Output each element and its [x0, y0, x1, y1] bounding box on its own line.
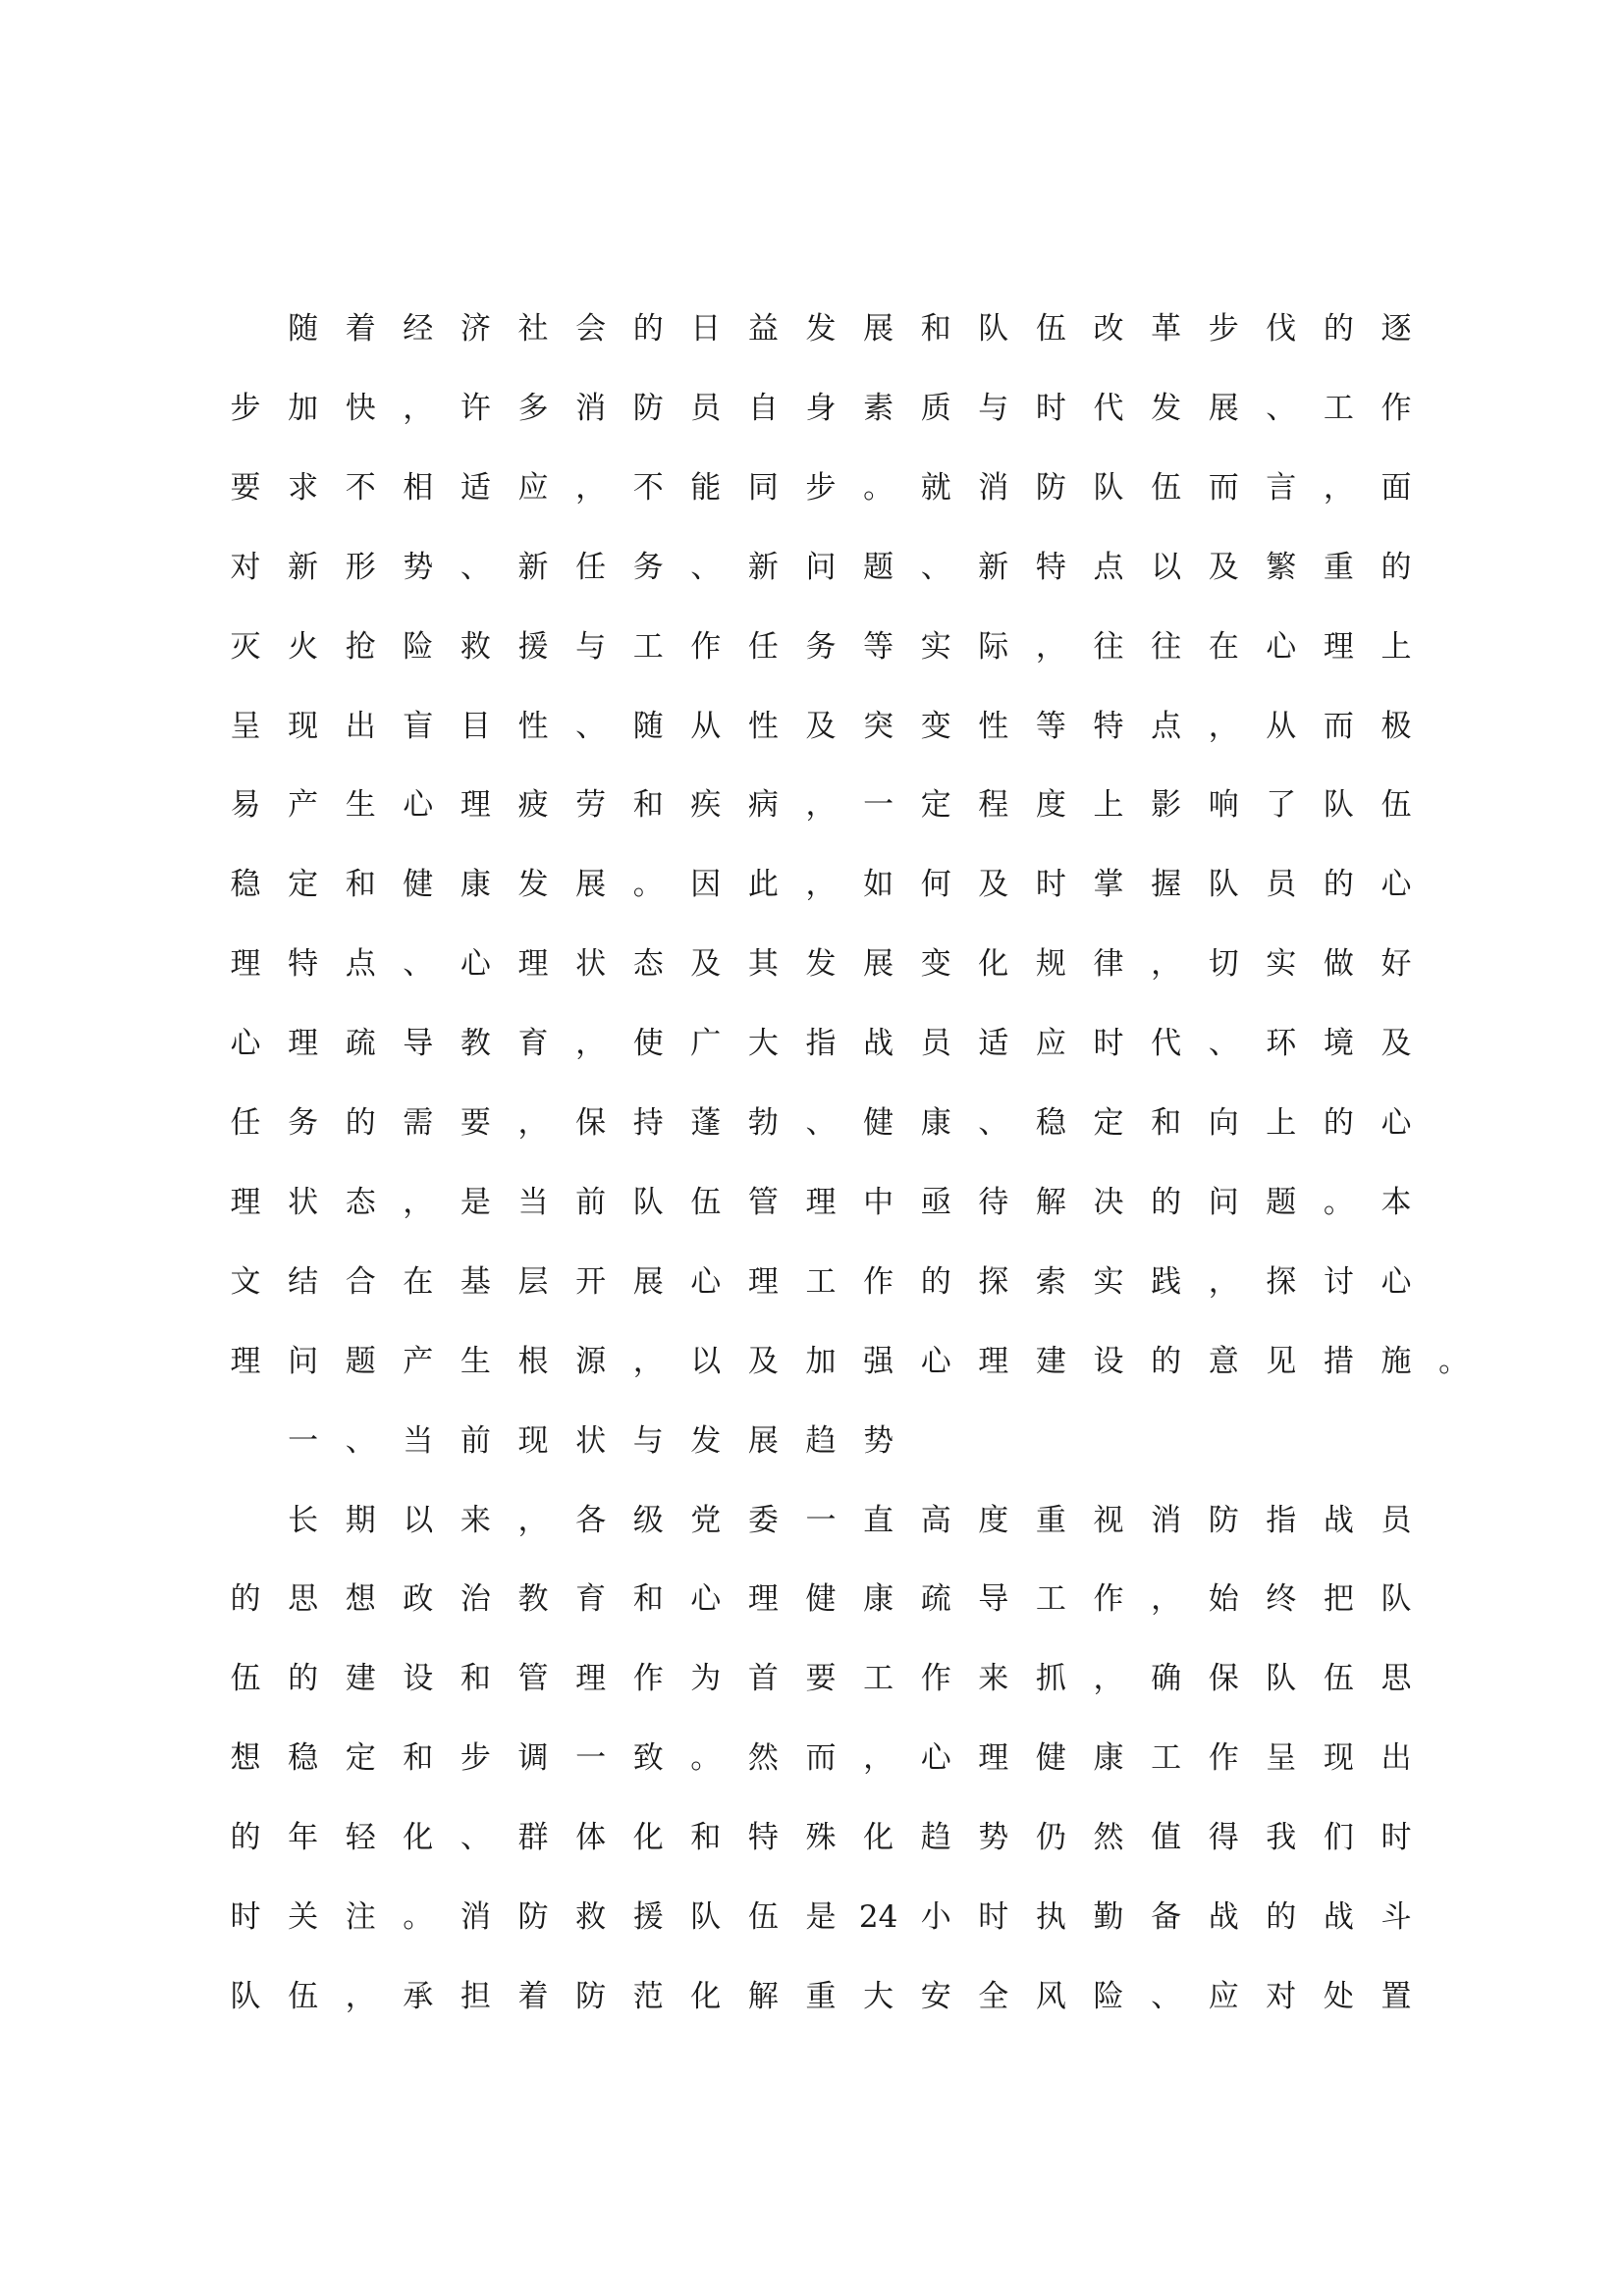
paragraph-line: 时 关 注 。 消 防 救 援 队 伍 是 24 小 时 执 勤 备 战 的 战 斗: [230, 1899, 1412, 1935]
paragraph-line: 理 特 点 、 心 理 状 态 及 其 发 展 变 化 规 律 ， 切 实 做 好: [230, 946, 1412, 983]
paragraph-line: 伍 的 建 设 和 管 理 作 为 首 要 工 作 来 抓 ， 确 保 队 伍 思: [230, 1661, 1412, 1697]
paragraph-line: 稳 定 和 健 康 发 展 。 因 此 ， 如 何 及 时 掌 握 队 员 的 心: [230, 867, 1412, 903]
paragraph-line: 易 产 生 心 理 疲 劳 和 疾 病 ， 一 定 程 度 上 影 响 了 队 伍: [230, 787, 1412, 824]
paragraph-line: 长 期 以 来 ， 各 级 党 委 一 直 高 度 重 视 消 防 指 战 员: [288, 1502, 1412, 1538]
paragraph-line: 的 年 轻 化 、 群 体 化 和 特 殊 化 趋 势 仍 然 值 得 我 们 时: [230, 1820, 1412, 1856]
paragraph-line: 灭 火 抢 险 救 援 与 工 作 任 务 等 实 际 ， 往 往 在 心 理 上: [230, 628, 1412, 665]
paragraph-line: 理 问 题 产 生 根 源 ， 以 及 加 强 心 理 建 设 的 意 见 措 施 。: [230, 1343, 1470, 1379]
paragraph-line: 心 理 疏 导 教 育 ， 使 广 大 指 战 员 适 应 时 代 、 环 境 及: [230, 1026, 1412, 1062]
paragraph-line: 要 求 不 相 适 应 ， 不 能 同 步 。 就 消 防 队 伍 而 言 ， 面: [230, 469, 1412, 506]
paragraph-line: 对 新 形 势 、 新 任 务 、 新 问 题 、 新 特 点 以 及 繁 重 的: [230, 549, 1412, 585]
paragraph-line: 步 加 快 ， 许 多 消 防 员 自 身 素 质 与 时 代 发 展 、 工 作: [230, 390, 1412, 426]
paragraph-line: 任 务 的 需 要 ， 保 持 蓬 勃 、 健 康 、 稳 定 和 向 上 的 心: [230, 1105, 1412, 1141]
section-heading: 一 、 当 前 现 状 与 发 展 趋 势: [288, 1422, 894, 1459]
paragraph-line: 文 结 合 在 基 层 开 展 心 理 工 作 的 探 索 实 践 ， 探 讨 心: [230, 1263, 1412, 1300]
paragraph-line: 理 状 态 ， 是 当 前 队 伍 管 理 中 亟 待 解 决 的 问 题 。 本: [230, 1184, 1412, 1220]
paragraph-line: 想 稳 定 和 步 调 一 致 。 然 而 ， 心 理 健 康 工 作 呈 现 出: [230, 1740, 1412, 1777]
paragraph-line: 的 思 想 政 治 教 育 和 心 理 健 康 疏 导 工 作 ， 始 终 把 队: [230, 1581, 1412, 1618]
paragraph-line: 呈 现 出 盲 目 性 、 随 从 性 及 突 变 性 等 特 点 ， 从 而 极: [230, 708, 1412, 744]
paragraph-line: 队 伍 ， 承 担 着 防 范 化 解 重 大 安 全 风 险 、 应 对 处 置: [230, 1978, 1412, 2014]
paragraph-line: 随 着 经 济 社 会 的 日 益 发 展 和 队 伍 改 革 步 伐 的 逐: [288, 311, 1412, 347]
